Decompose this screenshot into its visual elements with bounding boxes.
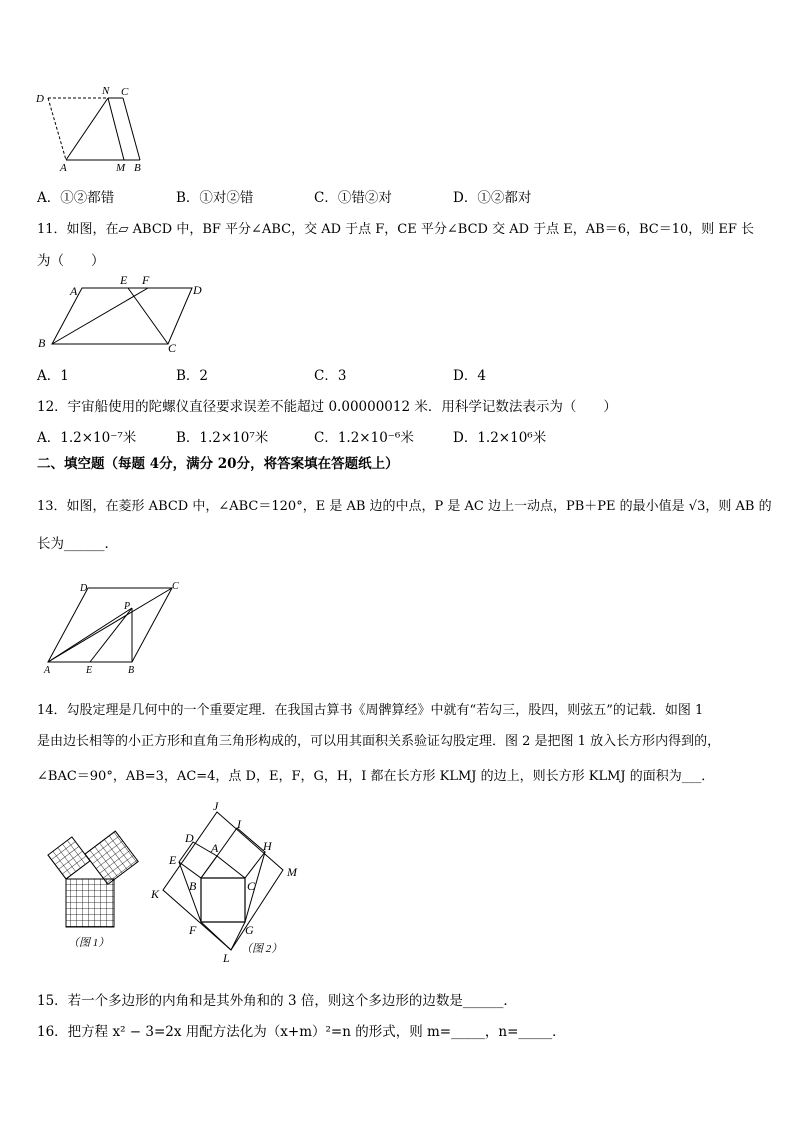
- q11-option-b[interactable]: B．2: [176, 368, 209, 384]
- q13-text-line2: 长为______．: [37, 536, 118, 552]
- q14-text-line1: 14．勾股定理是几何中的一个重要定理．在我国古算书《周髀算经》中就有“若勾三，股四，则弦五”的记载．如图 1: [37, 703, 704, 718]
- q15-text: 15．若一个多边形的内角和是其外角和的 3 倍，则这个多边形的边数是______．: [37, 993, 517, 1009]
- fig10-label: N: [102, 85, 110, 97]
- fig13-label: D: [80, 583, 88, 594]
- q11-option-d[interactable]: D．4: [453, 368, 486, 384]
- fig1-caption: （图 1）: [68, 937, 110, 949]
- fig2-label: F: [189, 923, 197, 937]
- q16-text: 16．把方程 x² − 3=2x 用配方法化为（x+m）²=n 的形式，则 m=_____，n=_____．: [37, 1024, 566, 1040]
- q11-text-line1: 11．如图，在▱ ABCD 中，BF 平分∠ABC，交 AD 于点 F，CE 平分∠BCD 交 AD 于点 E，AB＝6，BC＝10，则 EF 长: [37, 222, 755, 237]
- fig2-label: L: [223, 951, 230, 965]
- q14-figure2: [145, 800, 315, 965]
- fig2-label: C: [247, 879, 256, 893]
- fig11-label: C: [168, 341, 177, 355]
- q14-text-line2: 是由边长相等的小正方形和直角三角形构成的，可以用其面积关系验证勾股定理．图 2 是把图 1 放入长方形内得到的，: [37, 734, 721, 749]
- q10-option-c[interactable]: C．①错②对: [314, 190, 392, 206]
- fig2-label: J: [213, 799, 219, 813]
- q12-option-b[interactable]: B．1.2×10⁷米: [176, 430, 269, 446]
- fig2-label: K: [151, 887, 160, 901]
- q10-option-b[interactable]: B．①对②错: [176, 190, 254, 206]
- q13-text-line1: 13．如图，在菱形 ABCD 中，∠ABC＝120°，E 是 AB 边的中点，P 是 AC 边上一动点，PB＋PE 的最小值是 √3，则 AB 的: [37, 499, 772, 514]
- fig2-label: I: [237, 817, 241, 831]
- q10-option-a[interactable]: A．①②都错: [37, 190, 115, 206]
- fig11-label: F: [142, 273, 150, 287]
- fig10-label: M: [116, 162, 126, 174]
- q11-option-c[interactable]: C．3: [314, 368, 347, 384]
- q14-figure1: [40, 824, 130, 949]
- fig10-label: B: [134, 162, 141, 174]
- fig11-label: D: [193, 283, 202, 297]
- fig2-label: D: [185, 831, 194, 845]
- q13-figure: [38, 578, 188, 678]
- fig13-label: P: [124, 601, 131, 612]
- fig13-label: E: [86, 665, 93, 676]
- fig10-label: C: [121, 86, 129, 98]
- q11-option-a[interactable]: A．1: [37, 368, 69, 384]
- fig2-label: G: [245, 923, 254, 937]
- fig11-label: A: [70, 284, 78, 298]
- section-heading: 二、填空题（每题 4分，满分 20分，将答案填在答题纸上）: [37, 456, 399, 472]
- fig10-label: D: [36, 93, 44, 105]
- fig2-label: A: [211, 841, 219, 855]
- fig11-label: B: [38, 336, 46, 350]
- fig11-label: E: [120, 273, 128, 287]
- q12-option-a[interactable]: A．1.2×10⁻⁷米: [37, 430, 137, 446]
- q10-figure: [30, 85, 160, 175]
- fig2-label: E: [169, 853, 177, 867]
- q10-option-d[interactable]: D．①②都对: [453, 190, 532, 206]
- fig2-caption: （图 2）: [241, 943, 283, 955]
- fig2-label: H: [263, 839, 272, 853]
- q14-text-line3: ∠BAC＝90°，AB=3，AC=4，点 D，E，F，G，H，I 都在长方形 KLMJ 的边上，则长方形 KLMJ 的面积为___．: [37, 769, 715, 784]
- fig2-label: M: [287, 865, 297, 879]
- q12-option-c[interactable]: C．1.2×10⁻⁶米: [314, 430, 414, 446]
- q12-option-d[interactable]: D．1.2×10⁶米: [453, 430, 547, 446]
- fig10-label: A: [60, 162, 67, 174]
- q11-figure: [30, 270, 220, 355]
- fig2-label: B: [189, 879, 197, 893]
- q11-text-line2: 为（ ）: [37, 253, 105, 269]
- q12-text: 12．宇宙船使用的陀螺仪直径要求误差不能超过 0.00000012 米．用科学记数法表示为（ ）: [37, 399, 617, 415]
- fig13-label: A: [44, 665, 51, 676]
- fig13-label: B: [128, 665, 135, 676]
- fig13-label: C: [172, 581, 179, 592]
